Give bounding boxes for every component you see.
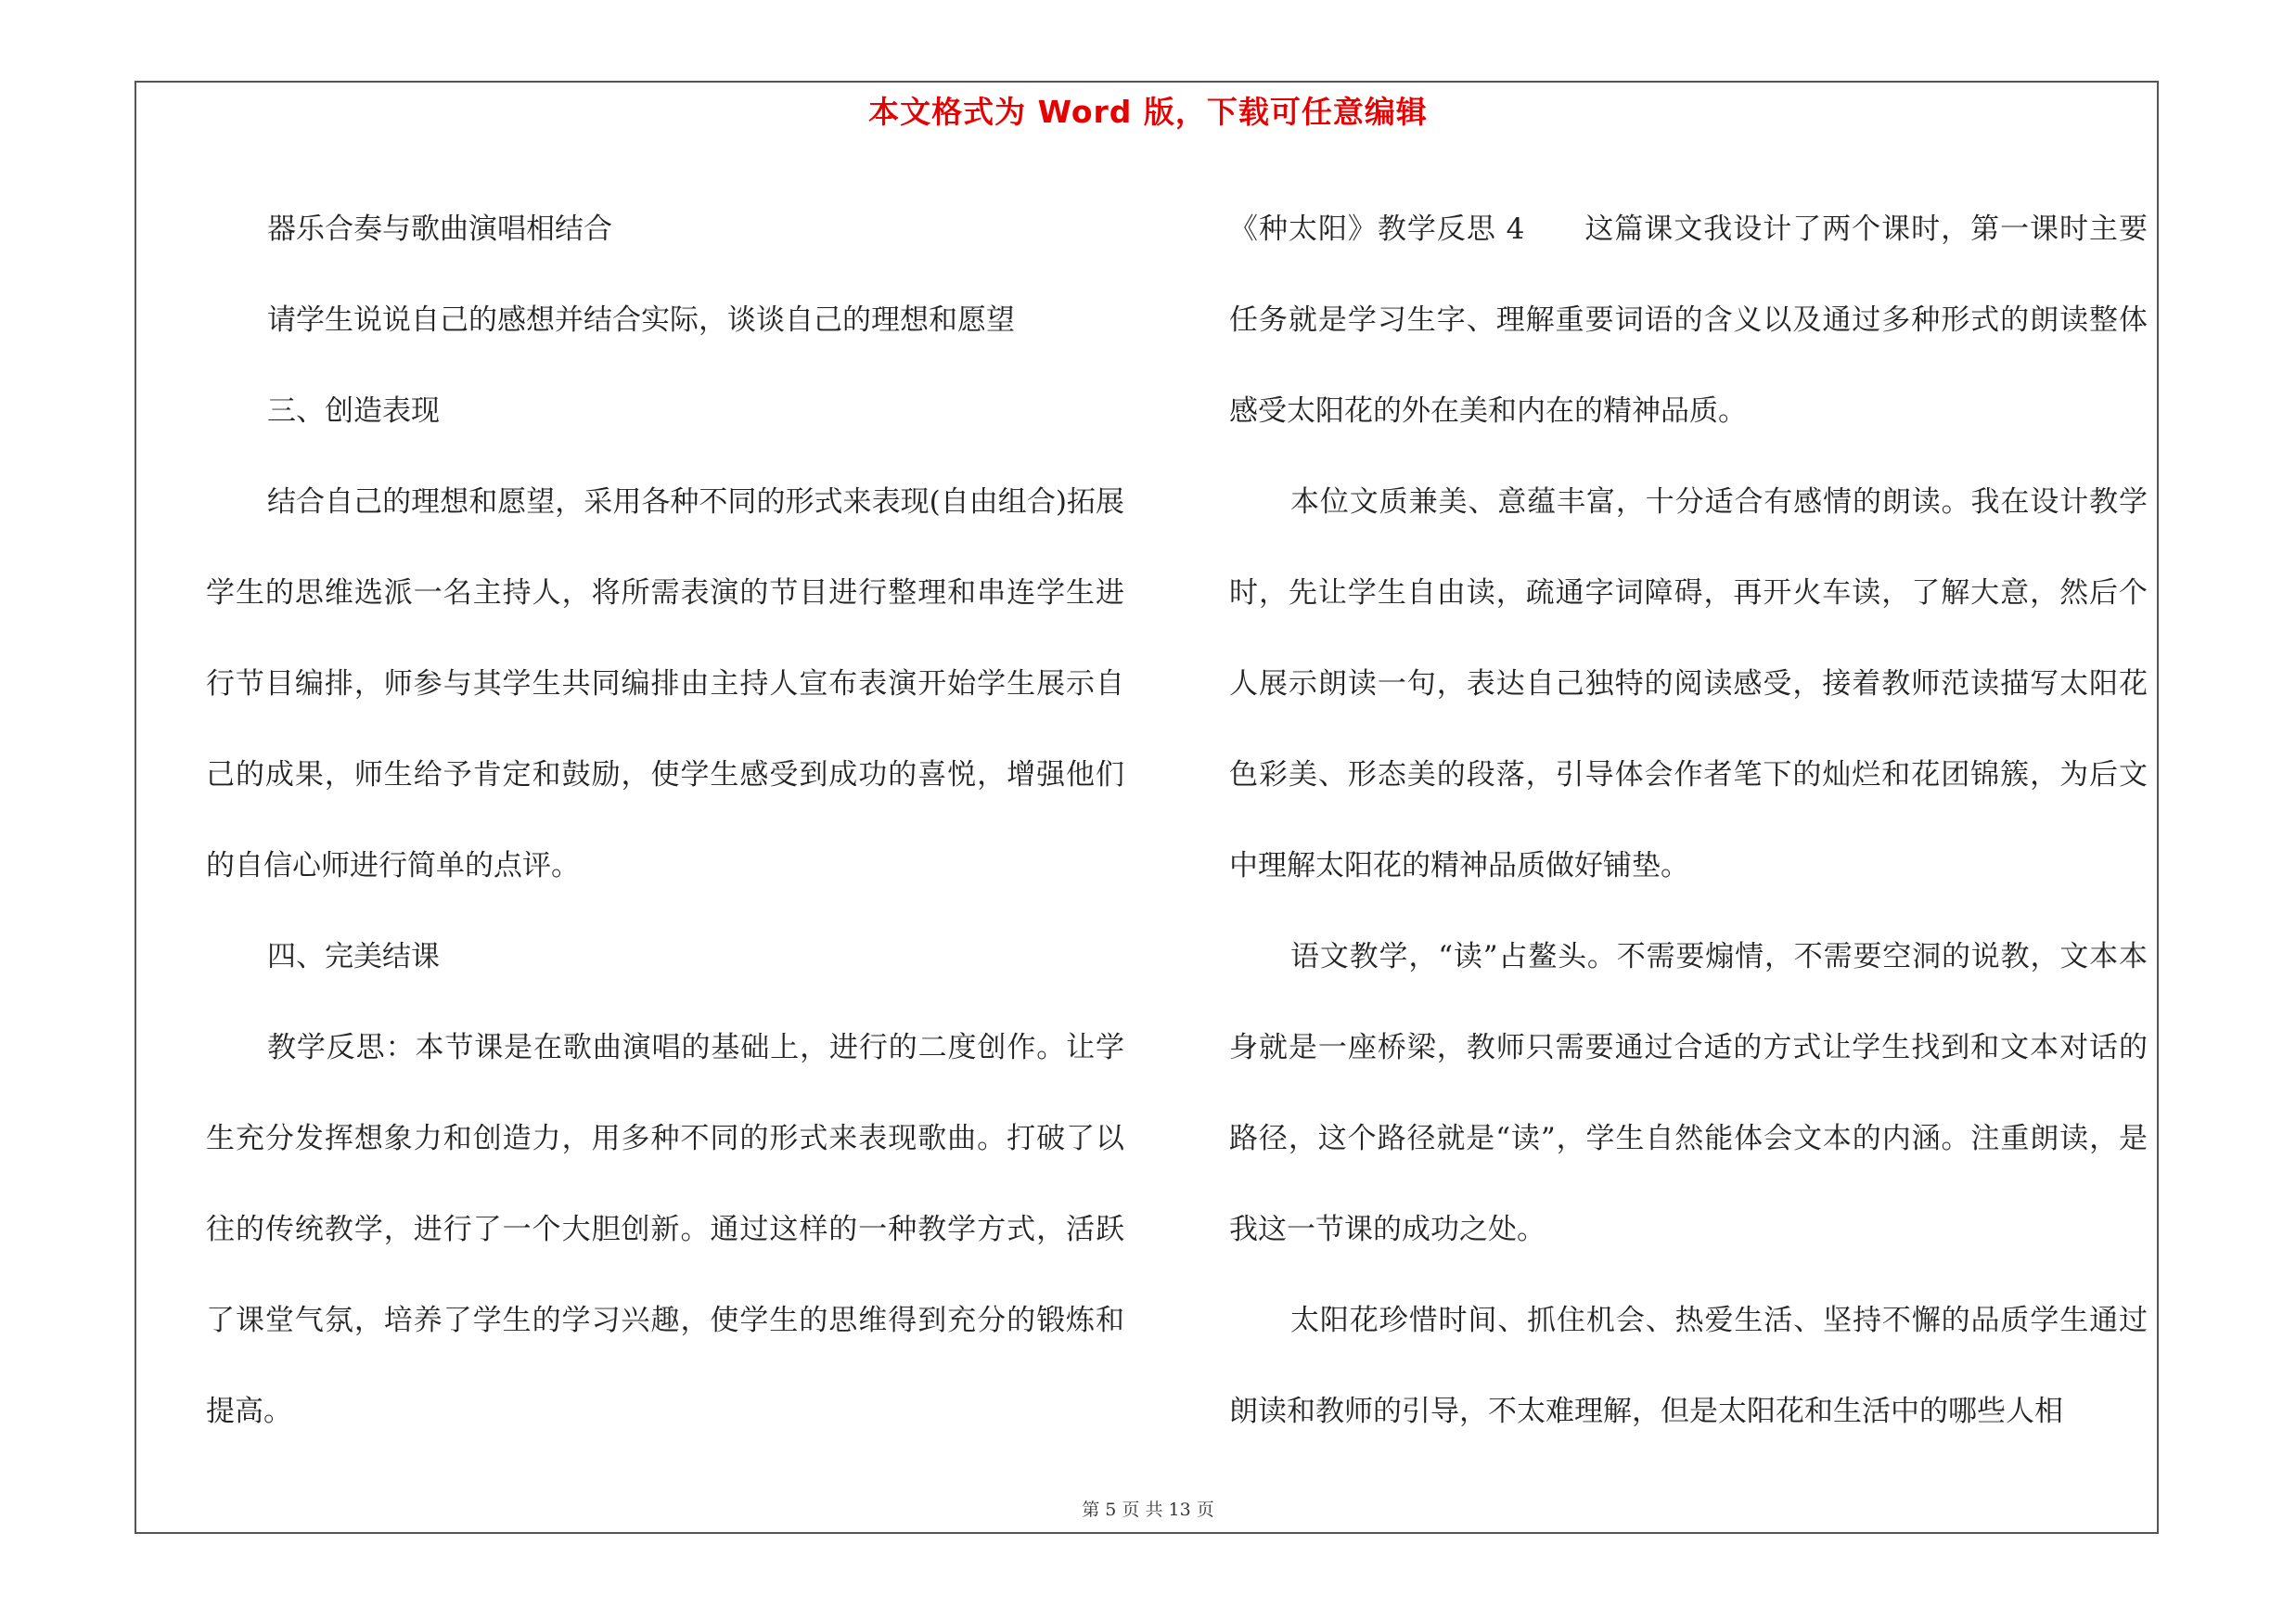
right-paragraph: 本位文质兼美、意蕴丰富，十分适合有感情的朗读。我在设计教学时，先让学生自由读，疏通字词障碍，再开火车读，了解大意，然后个人展示朗读一句，表达自己独特的阅读感受，接着教师范读描写太阳花色彩美、形态美的段落，引导体会作者笔下的灿烂和花团锦簇，为后文中理解太阳花的精神品质做好铺垫。 [1229, 485, 2148, 882]
page-number-footer: 第 5 页 共 13 页 [1082, 1500, 1214, 1520]
left-section-heading: 四、完美结课 [267, 940, 440, 973]
right-paragraph: 语文教学，“读”占鳌头。不需要煽情，不需要空洞的说教，文本本身就是一座桥梁，教师只需要通过合适的方式让学生找到和文本对话的路径，这个路径就是“读”，学生自然能体会文本的内涵。注重朗读，是我这一节课的成功之处。 [1229, 940, 2148, 1246]
left-paragraph: 结合自己的理想和愿望，采用各种不同的形式来表现(自由组合)拓展学生的思维选派一名主持人，将所需表演的节目进行整理和串连学生进行节目编排，师参与其学生共同编排由主持人宣布表演开始学生展示自己的成果，师生给予肯定和鼓励，使学生感受到成功的喜悦，增强他们的自信心师进行简单的点评。 [206, 485, 1124, 882]
word-format-banner: 本文格式为 Word 版，下载可任意编辑 [868, 94, 1428, 130]
left-column [206, 184, 1124, 1457]
left-paragraph: 器乐合奏与歌曲演唱相结合 [267, 213, 612, 246]
right-paragraph: 太阳花珍惜时间、抓住机会、热爱生活、坚持不懈的品质学生通过朗读和教师的引导，不太难理解，但是太阳花和生活中的哪些人相 [1229, 1304, 2148, 1428]
right-column [1229, 184, 2148, 1457]
left-paragraph: 教学反思：本节课是在歌曲演唱的基础上，进行的二度创作。让学生充分发挥想象力和创造力，用多种不同的形式来表现歌曲。打破了以往的传统教学，进行了一个大胆创新。通过这样的一种教学方式，活跃了课堂气氛，培养了学生的学习兴趣，使学生的思维得到充分的锻炼和提高。 [206, 1031, 1124, 1428]
left-section-heading: 三、创造表现 [267, 394, 440, 428]
left-paragraph: 请学生说说自己的感想并结合实际，谈谈自己的理想和愿望 [267, 303, 1015, 337]
right-paragraph: 《种太阳》教学反思 4 这篇课文我设计了两个课时，第一课时主要任务就是学习生字、理解重要词语的含义以及通过多种形式的朗读整体感受太阳花的外在美和内在的精神品质。 [1229, 213, 2148, 428]
